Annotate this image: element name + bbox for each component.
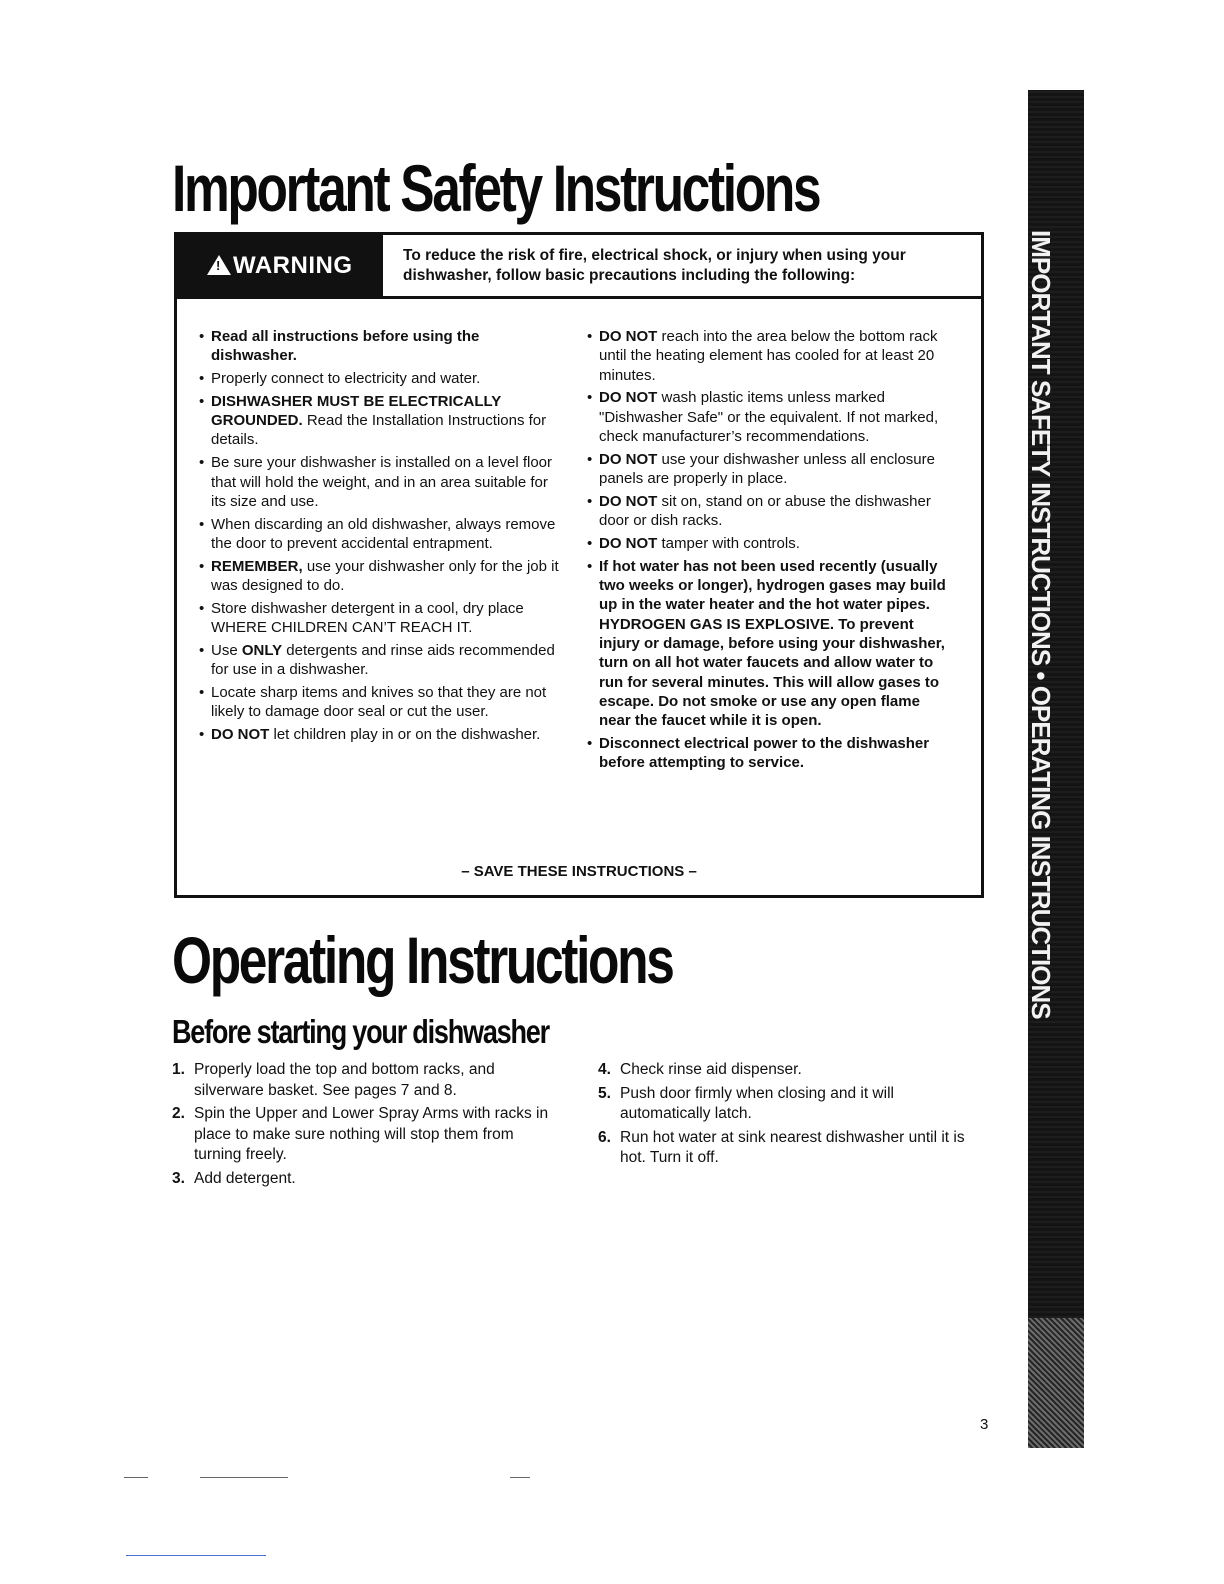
step-item: 1. Properly load the top and bottom racks, and silverware basket. See pages 7 and 8.	[172, 1061, 495, 1099]
subsection-title-before-starting: Before starting your dishwasher	[172, 1013, 549, 1050]
side-section-tab	[1028, 90, 1084, 1448]
scan-artifact-line	[510, 1477, 530, 1478]
safety-list-right	[587, 327, 949, 776]
warning-box	[174, 232, 984, 898]
list-item: • Locate sharp items and knives so that they are not likely to damage door seal or cut the user.	[199, 683, 561, 722]
step-item: 5. Push door firmly when closing and it will automatically latch.	[598, 1084, 894, 1122]
page-number: 3	[980, 1416, 989, 1433]
save-instructions-note: – SAVE THESE INSTRUCTIONS –	[461, 863, 697, 880]
tab-texture	[1028, 1318, 1084, 1448]
list-item: • DO NOT reach into the area below the bottom rack until the heating element has cooled for at least 20 minutes.	[587, 327, 949, 385]
step-item: 3. Add detergent.	[172, 1169, 296, 1187]
warning-intro: To reduce the risk of fire, electrical shock, or injury when using your dishwasher, follow basic precautions including the following:	[403, 247, 906, 284]
safety-list-left	[199, 327, 561, 748]
step-item: 2. Spin the Upper and Lower Spray Arms with racks in place to make sure nothing will stop them from turning freely.	[172, 1105, 549, 1163]
scan-artifact-line	[124, 1477, 148, 1478]
warning-label: WARNING	[233, 251, 353, 279]
list-item: • DISHWASHER MUST BE ELECTRICALLY GROUNDED. Read the Installation Instructions for details.	[199, 392, 561, 450]
list-item: • DO NOT tamper with controls.	[587, 534, 949, 553]
list-item: • Store dishwasher detergent in a cool, dry place WHERE CHILDREN CAN’T REACH IT.	[199, 599, 561, 638]
list-item: • DO NOT wash plastic items unless marked "Dishwasher Safe" or the equivalent. If not marked, check manufacturer’s recommendations.	[587, 388, 949, 446]
step-item: 4. Check rinse aid dispenser.	[598, 1061, 802, 1078]
steps-list-right	[598, 1060, 978, 1172]
warning-badge	[177, 235, 383, 296]
scan-artifact-line	[126, 1555, 266, 1556]
step-item: 6. Run hot water at sink nearest dishwasher until it is hot. Turn it off.	[598, 1128, 965, 1166]
list-item: • DO NOT use your dishwasher unless all enclosure panels are properly in place.	[587, 450, 949, 489]
page-title-safety: Important Safety Instructions	[172, 151, 820, 225]
warning-header	[177, 235, 981, 299]
warning-triangle-icon	[207, 255, 231, 275]
list-item: • Be sure your dishwasher is installed on a level floor that will hold the weight, and in an area suitable for its size and use.	[199, 453, 561, 511]
scan-artifact-line	[200, 1477, 288, 1478]
steps-list-left	[172, 1060, 552, 1192]
side-tab-label: IMPORTANT SAFETY INSTRUCTIONS • OPERATING INSTRUCTIONS	[1026, 230, 1056, 1019]
list-item: • When discarding an old dishwasher, always remove the door to prevent accidental entrapment.	[199, 515, 561, 554]
list-item: • Read all instructions before using the dishwasher.	[199, 327, 561, 366]
list-item: • Disconnect electrical power to the dishwasher before attempting to service.	[587, 734, 949, 773]
list-item: • Use ONLY detergents and rinse aids recommended for use in a dishwasher.	[199, 641, 561, 680]
list-item: • DO NOT let children play in or on the dishwasher.	[199, 725, 561, 744]
list-item: • If hot water has not been used recently (usually two weeks or longer), hydrogen gases may build up in the water heater and the hot water pipes. HYDROGEN GAS IS EXPLOSIVE. To prevent injury or damage, before using your dishwasher, turn on all hot water faucets and allow water to run for several minutes. This will allow gases to escape. Do not smoke or use any open flame near the faucet while it is open.	[587, 557, 949, 731]
list-item: • Properly connect to electricity and water.	[199, 369, 561, 388]
section-title-operating: Operating Instructions	[172, 923, 673, 997]
list-item: • REMEMBER, use your dishwasher only for the job it was designed to do.	[199, 557, 561, 596]
list-item: • DO NOT sit on, stand on or abuse the dishwasher door or dish racks.	[587, 492, 949, 531]
